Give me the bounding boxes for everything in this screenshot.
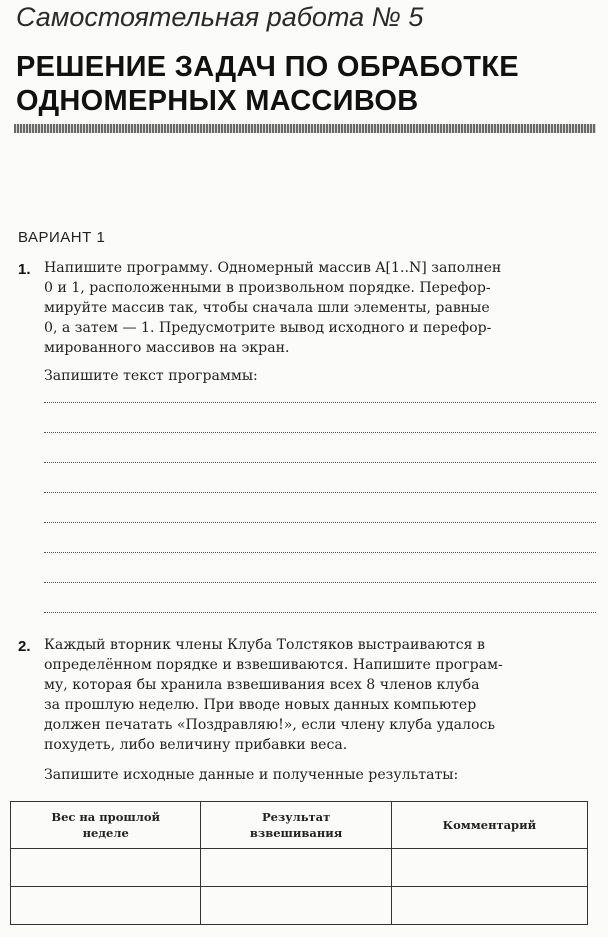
column-header-previous-weight: Вес на прошлой неделе [11,802,201,849]
task-1-line: мируйте массив так, чтобы сначала шли элементы, равные [44,300,490,316]
task-1-line: Напишите программу. Одномерный массив A[1..N] заполнен [44,260,502,276]
table-cell[interactable] [11,887,201,925]
table-cell[interactable] [391,887,587,925]
task-2-instruction: Запишите исходные данные и полученные результаты: [44,767,459,783]
task-1-text [44,258,596,358]
header-divider [14,124,596,133]
answer-line[interactable] [44,402,596,403]
table-cell[interactable] [201,887,391,925]
table-row [11,887,588,925]
task-2-line: му, которая бы хранила взвешивания всех 8 членов клуба [44,677,480,693]
table-cell[interactable] [201,849,391,887]
table-cell[interactable] [391,849,587,887]
column-header-weighing-result: Результат взвешивания [201,802,391,849]
task-2-line: определённом порядке и взвешиваются. Напишите програм- [44,657,503,673]
task-1-line: 0 и 1, расположенными в произвольном порядке. Перефор- [44,280,491,296]
task-1-line: 0, а затем — 1. Предусмотрите вывод исходного и перефор- [44,320,492,336]
topic-title [16,50,519,118]
results-table [10,801,588,925]
answer-line[interactable] [44,432,596,433]
answer-line[interactable] [44,552,596,553]
topic-line-1: РЕШЕНИЕ ЗАДАЧ ПО ОБРАБОТКЕ [16,51,519,83]
task-2-line: Каждый вторник члены Клуба Толстяков выстраиваются в [44,637,485,653]
answer-line[interactable] [44,492,596,493]
answer-line[interactable] [44,522,596,523]
table-header-row [11,802,588,849]
table-cell[interactable] [11,849,201,887]
answer-line[interactable] [44,582,596,583]
task-1-instruction: Запишите текст программы: [44,368,258,384]
work-title: Самостоятельная работа № 5 [16,2,424,32]
task-2-line: похудеть, либо величину прибавки веса. [44,737,348,753]
task-2-text [44,635,596,755]
task-1-number: 1. [18,261,31,278]
task-2-line: за прошлую неделю. При вводе новых данных компьютер [44,697,477,713]
column-header-comment: Комментарий [391,802,587,849]
answer-line[interactable] [44,462,596,463]
table-row [11,849,588,887]
task-1-line: мированного массивов на экран. [44,340,290,356]
task-2-line: должен печатать «Поздравляю!», если члену клуба удалось [44,717,496,733]
answer-line[interactable] [44,612,596,613]
task-2-number: 2. [18,638,31,655]
topic-line-2: ОДНОМЕРНЫХ МАССИВОВ [16,85,419,117]
variant-label: ВАРИАНТ 1 [18,229,106,246]
